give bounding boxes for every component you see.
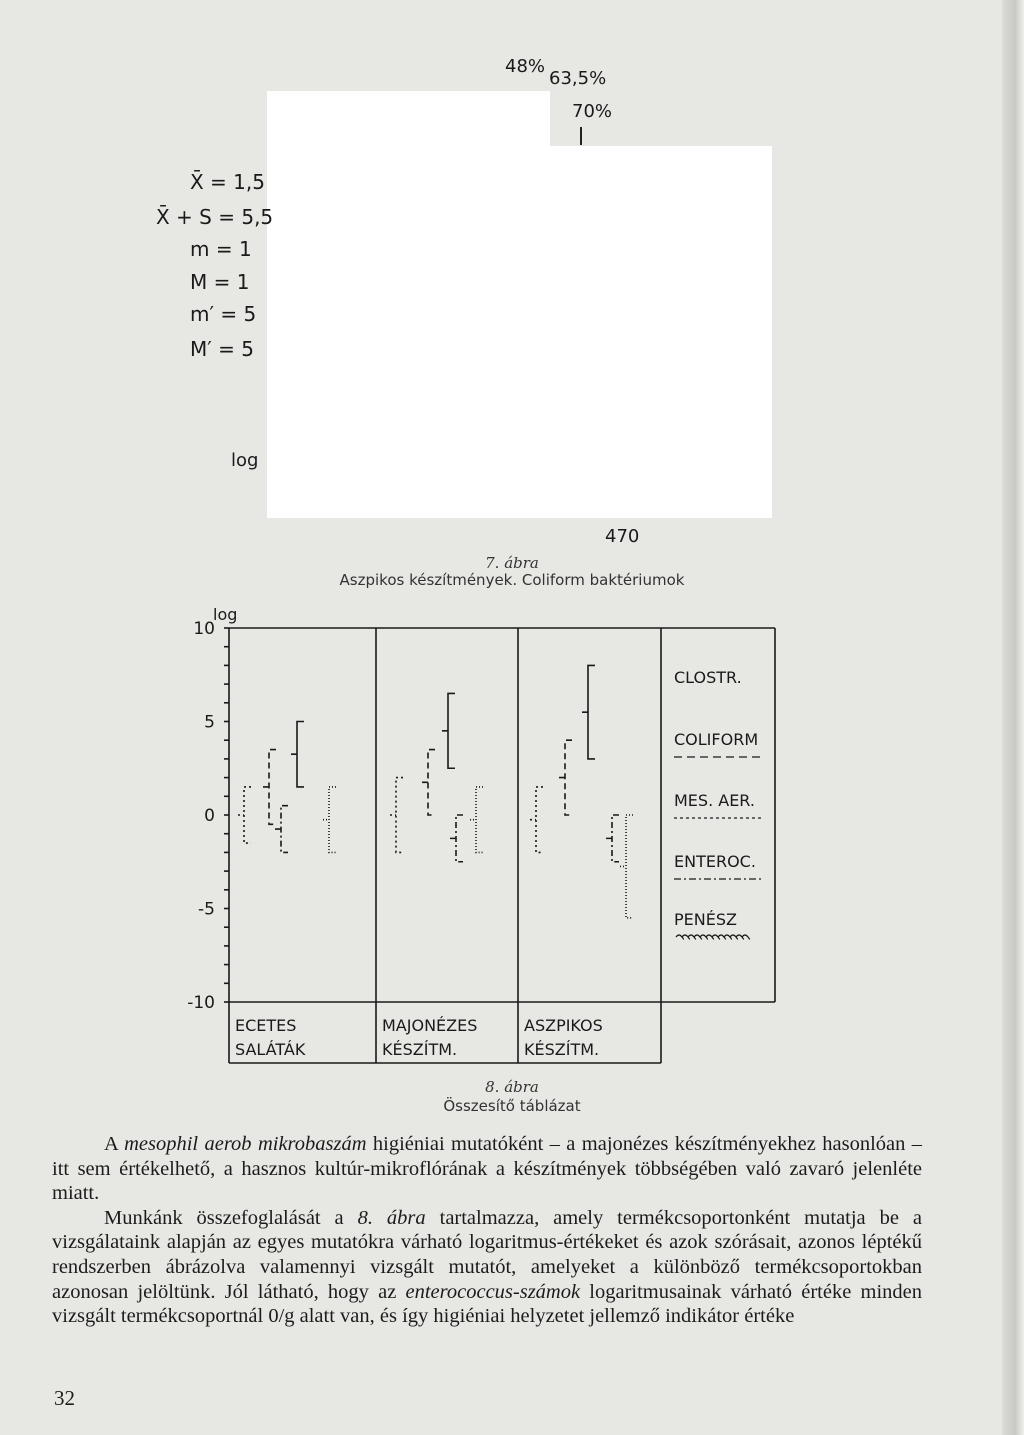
fig7-stat-M-prime: M′ = 5	[190, 337, 254, 361]
fig8-range-bracket	[390, 778, 403, 853]
fig8-range-bracket	[470, 787, 483, 852]
page-number: 32	[54, 1386, 75, 1410]
fig8-range-bracket	[291, 722, 304, 787]
fig8-log-label: log	[213, 605, 238, 624]
fig8-group-label-line1: ECETES	[235, 1016, 297, 1035]
fig7-caption-text: Aszpikos készítmények. Coliform baktériumok	[339, 571, 685, 589]
fig8-group-label-line2: KÉSZÍTM.	[524, 1040, 600, 1059]
fig8-group-label-line2: SALÁTÁK	[235, 1040, 306, 1059]
fig8-range-bracket	[275, 806, 288, 853]
fig8-range-bracket	[263, 750, 276, 825]
fig8-group-label-line1: ASZPIKOS	[524, 1016, 603, 1035]
fig8-range-bracket	[238, 787, 251, 843]
fig8-legend-label: COLIFORM	[674, 730, 759, 749]
fig7-stat-m: m = 1	[190, 237, 252, 261]
fig7-mark-70: 70%	[572, 101, 613, 122]
fig8-caption-text: Összesítő táblázat	[443, 1097, 581, 1115]
fig7-mark-48: 48%	[505, 56, 546, 77]
fig8-range-bracket	[323, 787, 336, 852]
paragraph-1: A mesophil aerob mikrobaszám higiéniai mutatóként – a majonézes készítményekhez hasonlóan – itt sem értékelhető, a hasznos kultúr-mikroflórának a készítmények többségében való zavaró jelenléte miatt.	[52, 1133, 922, 1205]
fig8-y-tick-label: 0	[204, 806, 215, 826]
fig8-range-bracket	[442, 693, 455, 768]
fig8-range-bracket	[422, 750, 435, 815]
fig8-legend-label: ENTEROC.	[674, 852, 756, 871]
fig7-stat-mean-plus-s: X̄ + S = 5,5	[156, 205, 274, 229]
fig8-y-tick-label: -5	[198, 899, 215, 920]
fig8-range-bracket	[606, 815, 619, 862]
fig7-caption-number: 7. ábra	[485, 554, 539, 572]
fig8-range-bracket	[582, 665, 595, 759]
fig7-mark-63-5: 63,5%	[549, 68, 607, 89]
fig7-stat-m-prime: m′ = 5	[190, 302, 257, 326]
fig8-group-label-line1: MAJONÉZES	[382, 1016, 478, 1035]
fig8-legend-swatch	[676, 935, 750, 939]
fig7-log-label: log	[231, 450, 259, 471]
fig8-legend-label: MES. AER.	[674, 791, 755, 810]
fig7-bottom-mark: 470	[605, 526, 640, 547]
fig8-caption-number: 8. ábra	[485, 1078, 539, 1096]
fig8-legend-label: CLOSTR.	[674, 668, 742, 687]
fig7-stat-mean: X̄ = 1,5	[190, 170, 265, 194]
fig8-range-bracket	[530, 787, 543, 852]
fig8-group-label-line2: KÉSZÍTM.	[382, 1040, 458, 1059]
fig8-range-bracket	[450, 815, 463, 862]
fig8-y-tick-label: 5	[204, 712, 215, 733]
fig8-range-bracket	[559, 740, 572, 815]
fig8-legend-label: PENÉSZ	[674, 910, 737, 929]
paragraph-2: Munkánk összefoglalását a 8. ábra tartalmazza, amely termékcsoportonként mutatja be a vizsgálataink alapján az egyes mutatókra várható logaritmus-értékeket és azok szórásait, azonos léptékű rendszerben ábrázolva valamennyi vizsgált mutatót, amelyeket a különböző termékcsoportokban azonosan jelöltünk. Jól látható, hogy az enterococcus-számok logaritmusainak várható értéke minden vizsgált termékcsoportnál 0/g alatt van, és így higiéniai helyzetet jellemző indikátor értéke	[52, 1206, 923, 1328]
fig8-y-tick-label: -10	[187, 993, 215, 1013]
fig8-range-bracket	[620, 815, 633, 918]
fig8-y-tick-label: 10	[193, 619, 215, 639]
fig7-stat-M: M = 1	[190, 270, 250, 294]
body-text	[52, 1132, 922, 1329]
